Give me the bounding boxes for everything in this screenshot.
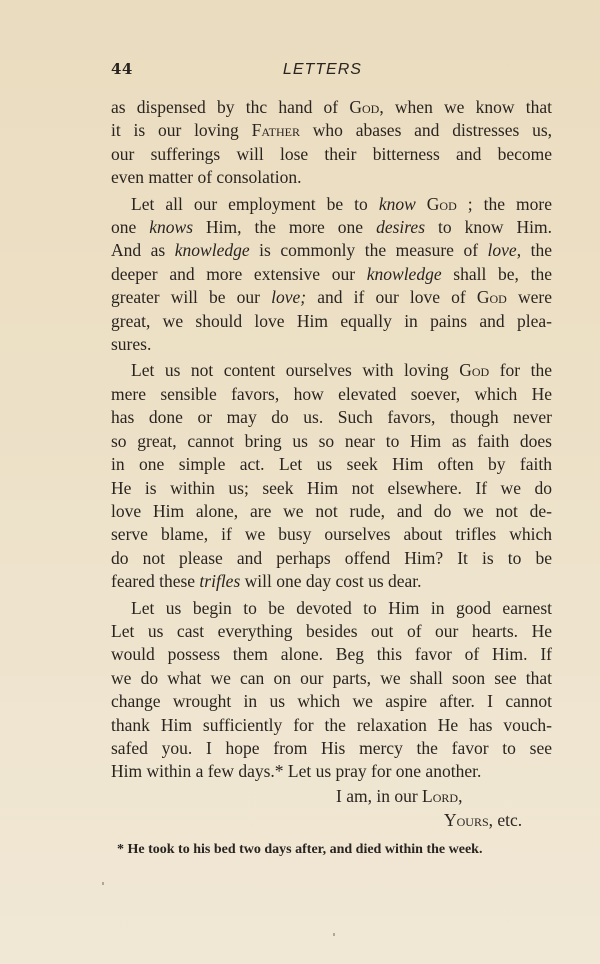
italic-word: knowledge — [366, 263, 442, 284]
small-caps-word: God — [349, 97, 380, 117]
closing-etc: , etc. — [488, 809, 523, 830]
text-line: deeper and more extensive our knowledge shall be, the — [111, 263, 552, 284]
text-line: serve blame, if we busy ourselves about trifles which — [111, 524, 552, 545]
text-line: do not please and perhaps offend Him? It is to be — [111, 547, 552, 568]
text-line: And as knowledge is commonly the measure of love, the — [111, 240, 552, 261]
text-line: Let us cast everything besides out of our hearts. He — [111, 620, 552, 641]
closing-text: I am, in our — [336, 785, 423, 806]
text-line: Let all our employment be to know God ; the more — [131, 193, 552, 214]
text-line: safed you. I hope from His mercy the favor to see — [111, 737, 552, 758]
text-line: so great, cannot bring us so near to Him as faith does — [111, 430, 552, 451]
italic-word: know — [378, 193, 416, 214]
text-line: He is within us; seek Him not elsewhere. If we do — [111, 477, 552, 498]
text-line: even matter of consolation. — [111, 167, 302, 188]
paragraph — [111, 193, 552, 357]
paper-speck — [333, 933, 335, 936]
small-caps-word: God — [476, 287, 507, 308]
text-line: feared these trifles will one day cost us dear. — [111, 571, 422, 592]
italic-word: love — [487, 240, 517, 261]
text-line: mere sensible favors, how elevated soever, which He — [111, 383, 552, 404]
text-line: our sufferings will lose their bitterness and become — [111, 143, 552, 164]
book-page — [111, 60, 552, 860]
text-line: we do what we can on our parts, we shall soon see that — [111, 667, 552, 688]
text-line: Him within a few days.* Let us pray for one another. — [111, 761, 482, 782]
text-line: greater will be our love; and if our love of God were — [111, 287, 552, 308]
running-head: LETTERS — [282, 61, 362, 78]
paragraph — [111, 359, 552, 593]
text-line: as dispensed by thc hand of God, when we know that — [111, 97, 552, 117]
text-line: love Him alone, are we not rude, and do we not de- — [111, 500, 552, 521]
text-line: Let us not content ourselves with loving God for the — [131, 360, 552, 381]
closing-lord: Lord — [422, 785, 459, 806]
italic-word: love; — [271, 287, 307, 308]
italic-word: trifles — [199, 571, 241, 592]
closing-line-2 — [111, 808, 552, 832]
text-line: has done or may do us. Such favors, though never — [111, 407, 552, 428]
text-line: would possess them alone. Beg this favor of Him. If — [111, 644, 552, 665]
closing-yours: Yours — [444, 809, 489, 830]
small-caps-word: Father — [251, 120, 300, 141]
closing-comma: , — [458, 785, 463, 806]
small-caps-word: God — [426, 193, 457, 214]
page-header — [111, 60, 552, 86]
text-line: change wrought in us which we aspire after. I cannot — [111, 691, 552, 712]
page-number: 44 — [111, 60, 133, 78]
text-line: thank Him sufficiently for the relaxation He has vouch- — [111, 714, 552, 735]
text-line: sures. — [111, 334, 152, 355]
letter-closing — [111, 784, 552, 832]
italic-word: desires — [376, 217, 426, 238]
small-caps-word: God — [459, 360, 490, 381]
body-text — [111, 96, 552, 784]
text-line: in one simple act. Let us seek Him often by faith — [111, 454, 552, 475]
footnote: * He took to his bed two days after, and died within the week. — [117, 841, 483, 857]
italic-word: knowledge — [174, 240, 250, 261]
paragraph — [111, 597, 552, 784]
text-line: it is our loving Father who abases and distresses us, — [111, 120, 553, 141]
closing-line-1 — [111, 784, 552, 808]
text-line: one knows Him, the more one desires to know Him. — [111, 217, 552, 238]
italic-word: knows — [149, 217, 194, 238]
paragraph — [111, 96, 552, 190]
paper-speck — [102, 882, 104, 885]
text-line: great, we should love Him equally in pains and plea- — [111, 310, 552, 331]
text-line: Let us begin to be devoted to Him in good earnest — [131, 597, 552, 618]
